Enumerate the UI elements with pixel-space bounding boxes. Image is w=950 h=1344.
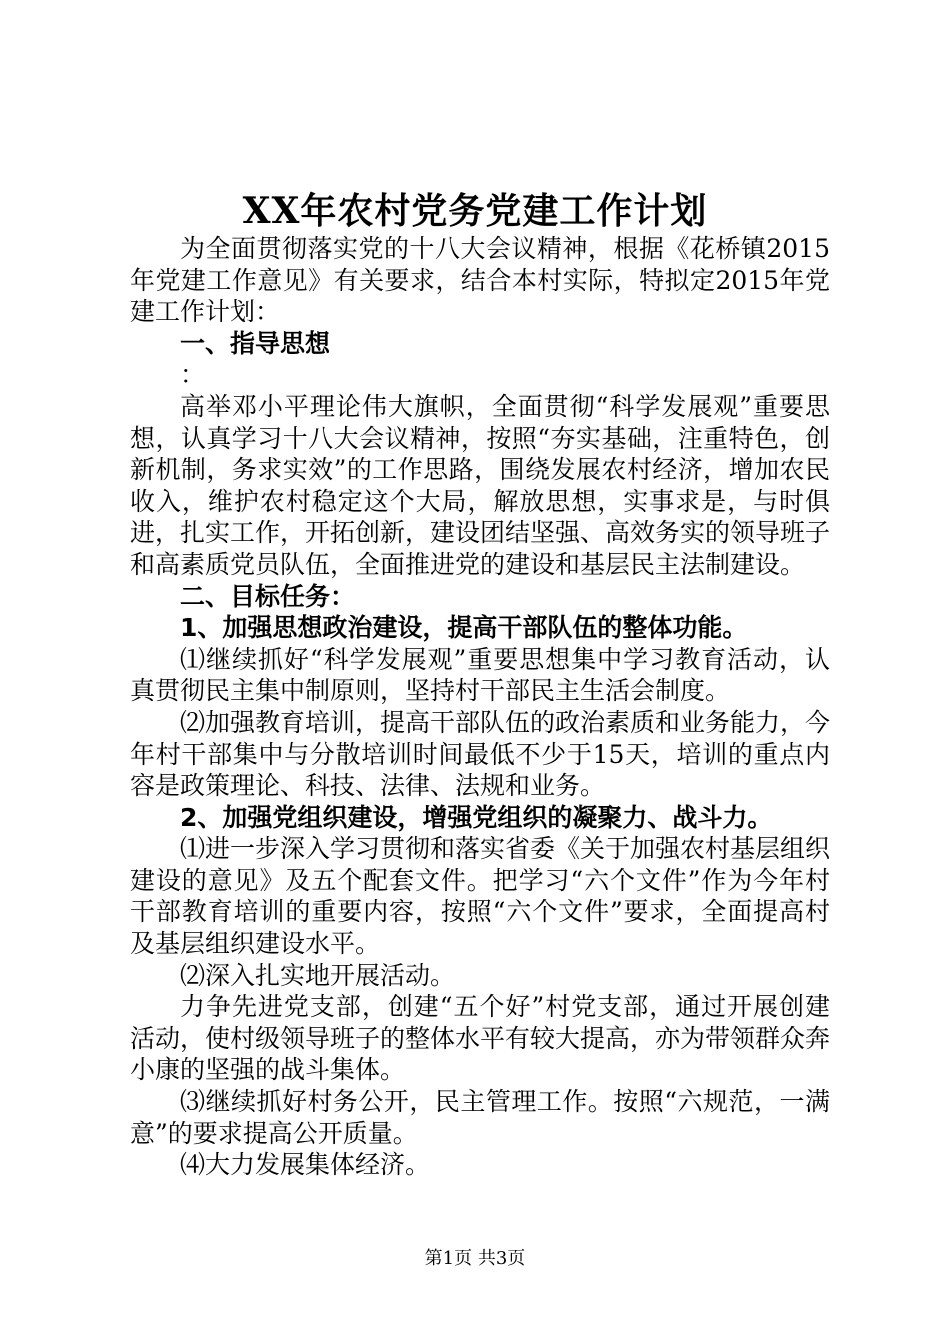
section-heading: 一、指导思想 [180, 328, 331, 358]
subsection-heading: 1、加强思想政治建设，提高干部队伍的整体功能。 [180, 613, 748, 643]
paragraph: 为全面贯彻落实党的十八大会议精神，根据《花桥镇2015年党建工作意见》有关要求，结合本村实际，特拟定2015年党建工作计划： [130, 234, 830, 327]
paragraph: ⑴继续抓好“科学发展观”重要思想集中学习教育活动，认真贯彻民主集中制原则，坚持村干部民主生活会制度。 [130, 644, 830, 706]
document-body [130, 233, 830, 1181]
paragraph: ⑷大力发展集体经济。 [180, 1150, 431, 1180]
document-title: XX年农村党务党建工作计划 [242, 190, 708, 232]
paragraph: ⑶继续抓好村务公开，民主管理工作。按照“六规范，一满意”的要求提高公开质量。 [130, 1087, 830, 1148]
paragraph: ⑵加强教育培训，提高干部队伍的政治素质和业务能力，今年村干部集中与分散培训时间最低不少于15天，培训的重点内容是政策理论、科技、法律、法规和业务。 [130, 707, 831, 801]
paragraph: ⑴进一步深入学习贯彻和落实省委《关于加强农村基层组织建设的意见》及五个配套文件。把学习“六个文件”作为今年村干部教育培训的重要内容，按照“六个文件”要求，全面提高村及基层组织建设水平。 [130, 834, 831, 959]
paragraph: ⑵深入扎实地开展活动。 [180, 960, 456, 990]
paragraph: 力争先进党支部，创建“五个好”村党支部，通过开展创建活动，使村级领导班子的整体水平有较大提高，亦为带领群众奔小康的坚强的战斗集体。 [130, 992, 831, 1085]
section-heading: 二、目标任务： [180, 581, 356, 611]
paragraph: ： [180, 360, 206, 390]
paragraph: 高举邓小平理论伟大旗帜，全面贯彻“科学发展观”重要思想，认真学习十八大会议精神，按照“夯实基础，注重特色，创新机制，务求实效”的工作思路，围绕发展农村经济，增加农民收入，维护农村稳定这个大局，解放思想，实事求是，与时俱进，扎实工作，开拓创新，建设团结坚强、高效务实的领导班子和高素质党员队伍，全面推进党的建设和基层民主法制建设。 [130, 391, 831, 579]
subsection-heading: 2、加强党组织建设，增强党组织的凝聚力、战斗力。 [180, 802, 773, 832]
page-number: 第1页 共3页 [424, 1248, 526, 1269]
